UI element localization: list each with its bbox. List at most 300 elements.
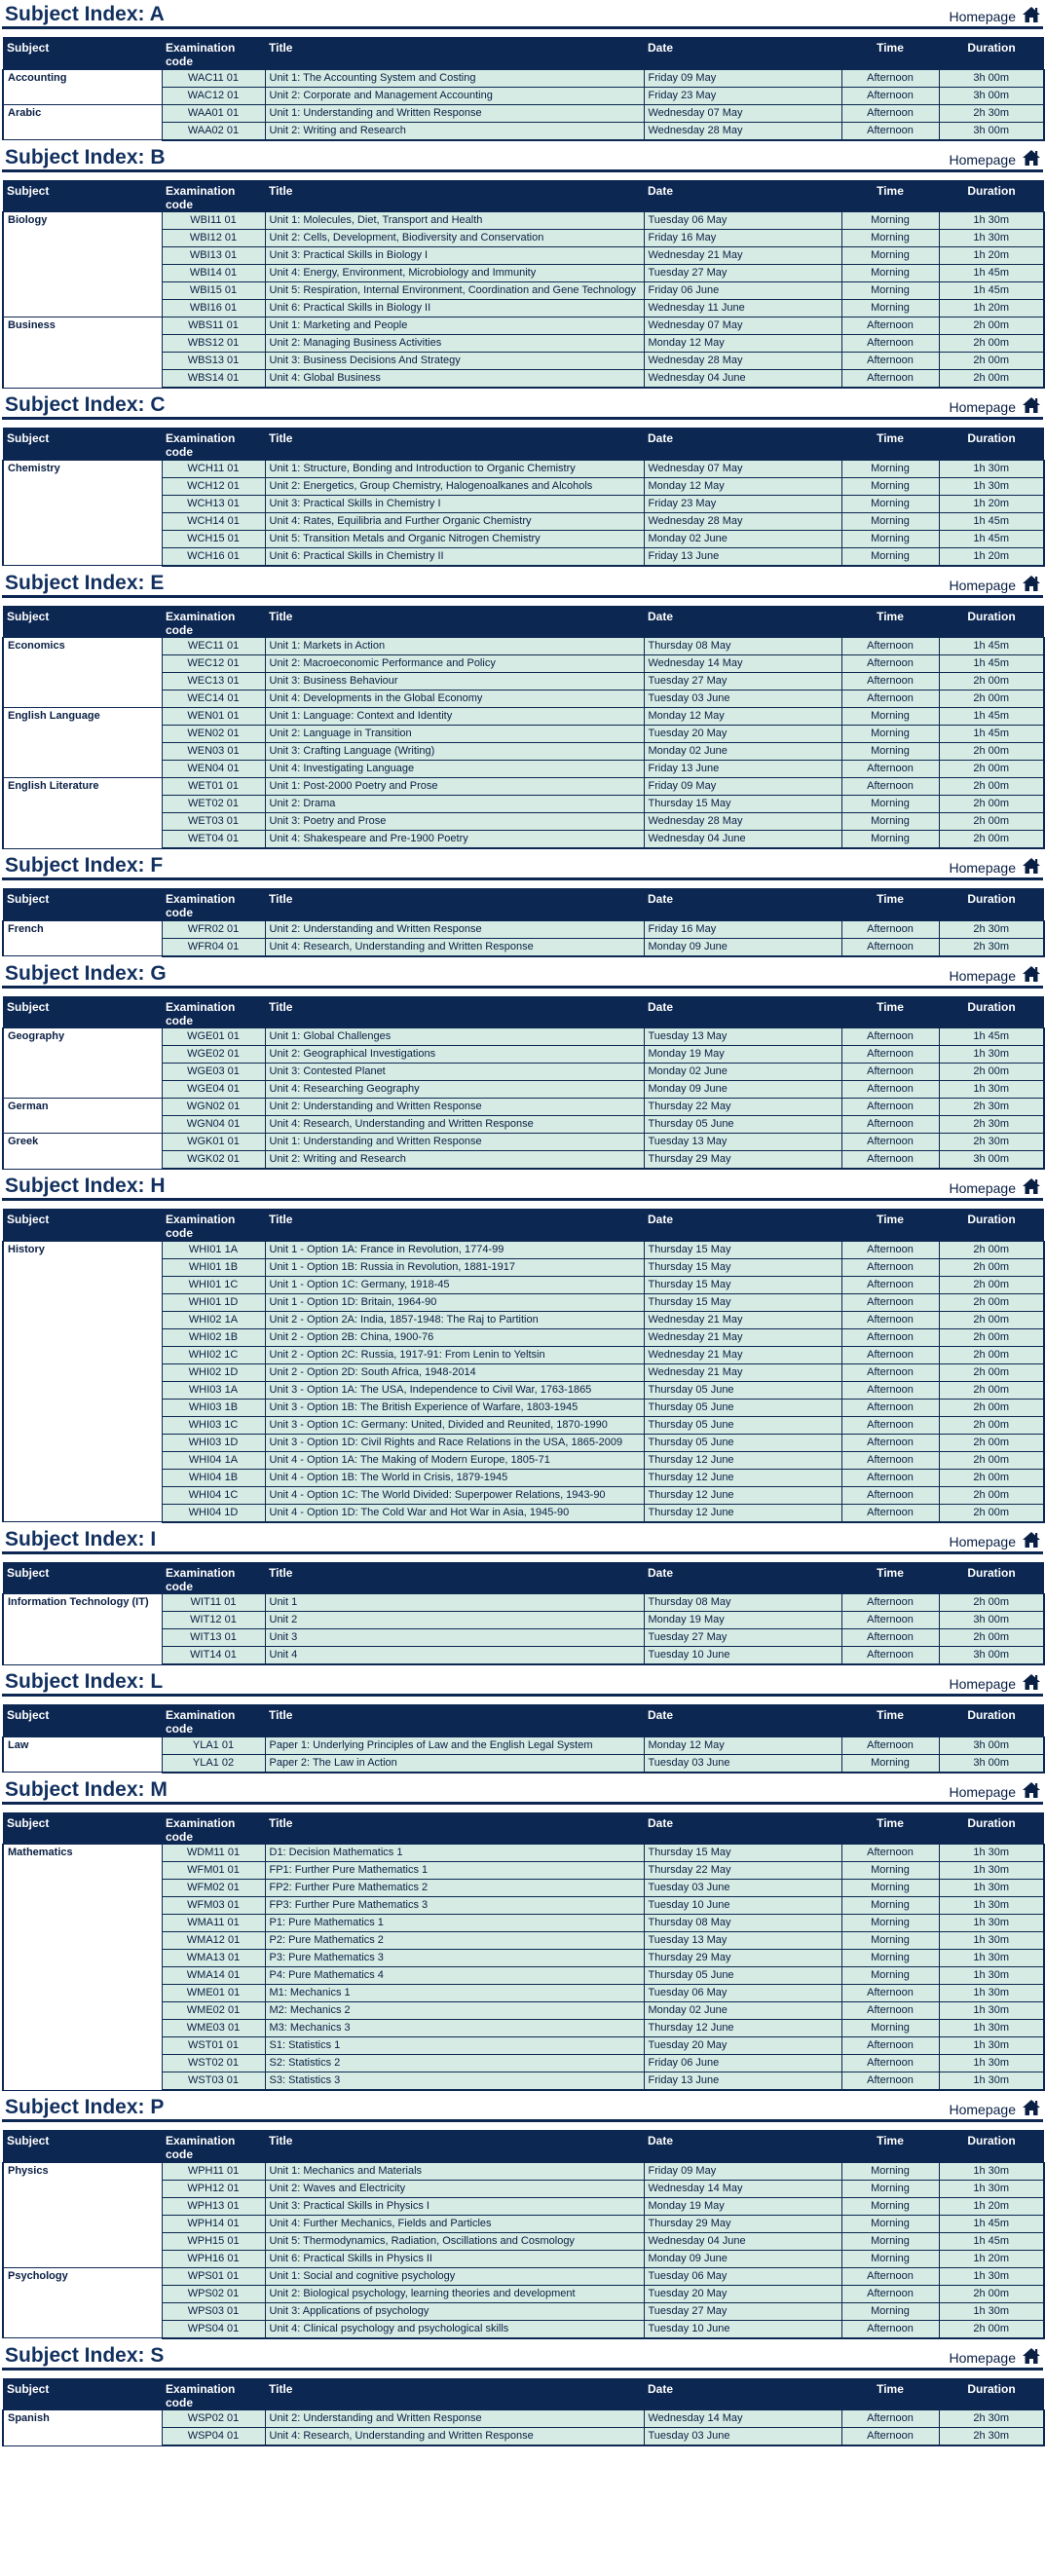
exam-date: Thursday 15 May — [644, 1241, 841, 1258]
subject-name: Mathematics — [3, 1845, 162, 2091]
exam-title: Unit 1: Understanding and Written Response — [265, 1134, 644, 1151]
header-subject: Subject — [7, 1815, 50, 1830]
exam-duration: 2h 00m — [939, 1486, 1044, 1504]
exam-time: Afternoon — [841, 1381, 939, 1399]
header-title: Title — [269, 1213, 293, 1226]
exam-date: Tuesday 03 June — [644, 691, 841, 708]
exam-title: Unit 2 - Option 2A: India, 1857-1948: The Raj to Partition — [265, 1311, 644, 1328]
header-date: Date — [648, 2134, 674, 2147]
exam-code: WHI01 1D — [162, 1293, 265, 1311]
exam-time: Afternoon — [841, 1293, 939, 1311]
exam-date: Monday 12 May — [644, 335, 841, 353]
home-icon[interactable] — [1022, 1673, 1041, 1691]
exam-time: Morning — [841, 1862, 939, 1880]
homepage-link[interactable]: Homepage — [949, 1180, 1016, 1196]
section-header — [2, 959, 1043, 990]
header-duration: Duration — [967, 999, 1016, 1014]
home-icon[interactable] — [1022, 2099, 1041, 2116]
exam-time: Morning — [841, 2180, 939, 2197]
exam-code: WPS01 01 — [162, 2267, 265, 2285]
exam-date: Tuesday 13 May — [644, 1932, 841, 1950]
header-duration: Duration — [967, 1708, 1016, 1722]
exam-title: Unit 3: Crafting Language (Writing) — [265, 743, 644, 761]
exam-date: Tuesday 03 June — [644, 2428, 841, 2446]
exam-code: WHI02 1B — [162, 1328, 265, 1346]
exam-duration: 1h 30m — [939, 2162, 1044, 2180]
exam-date: Monday 12 May — [644, 1736, 841, 1754]
exam-date: Tuesday 06 May — [644, 212, 841, 230]
home-icon[interactable] — [1022, 2347, 1041, 2365]
homepage-link[interactable]: Homepage — [949, 399, 1016, 415]
subject-name: History — [3, 1241, 162, 1522]
subject-section — [2, 1172, 1043, 1525]
exam-code: WGN02 01 — [162, 1099, 265, 1116]
exam-title: Unit 6: Practical Skills in Physics II — [265, 2250, 644, 2267]
header-exam-code: Examination code — [166, 999, 236, 1027]
exam-title: Unit 1: Markets in Action — [265, 638, 644, 655]
header-date: Date — [648, 999, 674, 1014]
home-icon[interactable] — [1022, 1781, 1041, 1799]
exam-code: WCH15 01 — [162, 530, 265, 547]
exam-title: Unit 1: Post-2000 Poetry and Prose — [265, 778, 644, 796]
subject-name: Arabic — [3, 104, 162, 140]
exam-table — [2, 2130, 1045, 2339]
header-time: Time — [877, 1708, 904, 1722]
exam-code: WBI14 01 — [162, 265, 265, 282]
exam-duration: 1h 45m — [939, 282, 1044, 300]
header-title: Title — [269, 431, 293, 445]
exam-code: WGE04 01 — [162, 1081, 265, 1099]
exam-date: Wednesday 28 May — [644, 122, 841, 140]
exam-title: Unit 2: Understanding and Written Response — [265, 1099, 644, 1116]
exam-code: WGN04 01 — [162, 1116, 265, 1134]
exam-time: Morning — [841, 2197, 939, 2215]
exam-title: FP1: Further Pure Mathematics 1 — [265, 1862, 644, 1880]
exam-title: Unit 1 - Option 1D: Britain, 1964-90 — [265, 1293, 644, 1311]
header-subject: Subject — [7, 609, 50, 623]
table-row — [3, 1099, 1044, 1116]
header-date: Date — [648, 1565, 674, 1580]
exam-code: WEC12 01 — [162, 655, 265, 673]
exam-table — [2, 1562, 1045, 1666]
exam-date: Monday 02 June — [644, 743, 841, 761]
header-date: Date — [648, 1213, 674, 1226]
exam-date: Thursday 15 May — [644, 1258, 841, 1276]
homepage-link[interactable]: Homepage — [949, 2102, 1016, 2117]
section-header — [2, 851, 1043, 882]
exam-time: Morning — [841, 708, 939, 726]
exam-time: Afternoon — [841, 87, 939, 104]
exam-title: Unit 2 - Option 2D: South Africa, 1948-2014 — [265, 1363, 644, 1381]
home-icon[interactable] — [1022, 149, 1041, 167]
exam-code: WDM11 01 — [162, 1845, 265, 1862]
exam-time: Afternoon — [841, 1434, 939, 1451]
exam-time: Afternoon — [841, 1064, 939, 1081]
header-exam-code: Examination code — [166, 609, 236, 637]
subject-name: English Literature — [3, 778, 162, 849]
exam-code: WFR04 01 — [162, 938, 265, 956]
exam-code: WBS13 01 — [162, 353, 265, 370]
subject-name: Chemistry — [3, 460, 162, 566]
exam-time: Afternoon — [841, 1099, 939, 1116]
exam-date: Thursday 22 May — [644, 1862, 841, 1880]
exam-time: Afternoon — [841, 2428, 939, 2446]
table-row — [3, 920, 1044, 938]
exam-duration: 2h 00m — [939, 743, 1044, 761]
exam-duration: 1h 30m — [939, 230, 1044, 247]
header-exam-code: Examination code — [166, 1815, 236, 1844]
exam-code: WFR02 01 — [162, 920, 265, 938]
homepage-link[interactable]: Homepage — [949, 860, 1016, 876]
exam-title: Unit 3: Applications of psychology — [265, 2302, 644, 2320]
exam-duration: 1h 20m — [939, 2250, 1044, 2267]
exam-duration: 2h 30m — [939, 104, 1044, 122]
table-header-row — [3, 1812, 1044, 1845]
exam-date: Tuesday 20 May — [644, 2037, 841, 2055]
table-header-row — [3, 1562, 1044, 1594]
header-time: Time — [877, 2134, 904, 2147]
home-icon[interactable] — [1022, 396, 1041, 414]
exam-code: WET02 01 — [162, 796, 265, 813]
exam-title: Unit 4: Research, Understanding and Written Response — [265, 1116, 644, 1134]
exam-code: WGK01 01 — [162, 1134, 265, 1151]
section-divider — [2, 26, 1043, 29]
header-duration: Duration — [967, 892, 1016, 906]
home-icon[interactable] — [1022, 965, 1041, 983]
exam-title: Unit 3: Contested Planet — [265, 1064, 644, 1081]
subject-index-document — [2, 0, 1043, 2448]
exam-date: Wednesday 21 May — [644, 1311, 841, 1328]
header-title: Title — [269, 1708, 293, 1722]
exam-time: Afternoon — [841, 104, 939, 122]
subject-name: German — [3, 1099, 162, 1134]
header-subject: Subject — [7, 999, 50, 1014]
homepage-link[interactable]: Homepage — [949, 2349, 1016, 2366]
exam-duration: 2h 00m — [939, 1594, 1044, 1612]
exam-code: WMA12 01 — [162, 1932, 265, 1950]
exam-title: Unit 2: Language in Transition — [265, 726, 644, 743]
exam-code: WHI04 1A — [162, 1451, 265, 1469]
exam-title: S1: Statistics 1 — [265, 2037, 644, 2055]
exam-time: Afternoon — [841, 1028, 939, 1046]
home-icon[interactable] — [1022, 6, 1041, 23]
table-row — [3, 708, 1044, 726]
exam-time: Afternoon — [841, 1612, 939, 1629]
exam-title: Unit 2: Writing and Research — [265, 122, 644, 140]
exam-title: FP2: Further Pure Mathematics 2 — [265, 1880, 644, 1897]
home-icon[interactable] — [1022, 575, 1041, 592]
exam-date: Tuesday 13 May — [644, 1028, 841, 1046]
exam-time: Afternoon — [841, 1399, 939, 1416]
header-title: Title — [269, 2134, 293, 2147]
exam-date: Tuesday 10 June — [644, 2320, 841, 2338]
section-header — [2, 1667, 1043, 1699]
homepage-link[interactable]: Homepage — [949, 151, 1016, 168]
exam-duration: 2h 00m — [939, 1399, 1044, 1416]
header-title: Title — [269, 999, 293, 1014]
exam-title: Unit 4: Developments in the Global Economy — [265, 691, 644, 708]
exam-time: Afternoon — [841, 938, 939, 956]
exam-duration: 2h 00m — [939, 778, 1044, 796]
exam-code: WEC14 01 — [162, 691, 265, 708]
exam-date: Thursday 29 May — [644, 1950, 841, 1967]
table-row — [3, 69, 1044, 87]
exam-duration: 2h 00m — [939, 1258, 1044, 1276]
section-header — [2, 569, 1043, 600]
exam-code: WFM02 01 — [162, 1880, 265, 1897]
subject-name: French — [3, 920, 162, 956]
exam-duration: 2h 00m — [939, 1346, 1044, 1363]
exam-time: Afternoon — [841, 1328, 939, 1346]
exam-duration: 3h 00m — [939, 1647, 1044, 1665]
exam-date: Thursday 22 May — [644, 1099, 841, 1116]
exam-time: Morning — [841, 265, 939, 282]
header-duration: Duration — [967, 609, 1016, 623]
exam-title: Unit 1: Understanding and Written Response — [265, 104, 644, 122]
exam-duration: 1h 30m — [939, 460, 1044, 477]
header-exam-code: Examination code — [166, 183, 236, 211]
exam-time: Afternoon — [841, 1504, 939, 1522]
table-header-row — [3, 888, 1044, 920]
exam-date: Monday 02 June — [644, 2002, 841, 2020]
exam-code: WCH12 01 — [162, 477, 265, 495]
exam-code: WHI03 1B — [162, 1399, 265, 1416]
exam-title: P4: Pure Mathematics 4 — [265, 1967, 644, 1985]
subject-section — [2, 1775, 1043, 2094]
exam-code: WST01 01 — [162, 2037, 265, 2055]
exam-title: Paper 1: Underlying Principles of Law and the English Legal System — [265, 1736, 644, 1754]
exam-code: WME01 01 — [162, 1985, 265, 2002]
exam-title: Unit 4: Further Mechanics, Fields and Particles — [265, 2215, 644, 2232]
exam-code: WHI04 1B — [162, 1469, 265, 1486]
exam-duration: 3h 00m — [939, 1151, 1044, 1170]
exam-title: Unit 4: Energy, Environment, Microbiology and Immunity — [265, 265, 644, 282]
exam-time: Morning — [841, 512, 939, 530]
exam-duration: 2h 00m — [939, 370, 1044, 389]
exam-code: WHI02 1A — [162, 1311, 265, 1328]
exam-date: Monday 12 May — [644, 477, 841, 495]
table-row — [3, 1134, 1044, 1151]
exam-duration: 1h 30m — [939, 212, 1044, 230]
exam-title: Unit 1: Molecules, Diet, Transport and Health — [265, 212, 644, 230]
exam-duration: 2h 00m — [939, 335, 1044, 353]
exam-code: WBI13 01 — [162, 247, 265, 265]
homepage-link[interactable]: Homepage — [949, 9, 1016, 24]
table-header-row — [3, 428, 1044, 460]
exam-time: Morning — [841, 212, 939, 230]
header-subject: Subject — [7, 2134, 50, 2147]
exam-date: Friday 09 May — [644, 2162, 841, 2180]
exam-date: Wednesday 07 May — [644, 104, 841, 122]
exam-title: Unit 4: Investigating Language — [265, 761, 644, 778]
exam-duration: 3h 00m — [939, 69, 1044, 87]
section-divider — [2, 1802, 1043, 1805]
subject-section — [2, 1667, 1043, 1775]
exam-time: Afternoon — [841, 122, 939, 140]
homepage-link[interactable]: Homepage — [949, 967, 1016, 984]
exam-time: Afternoon — [841, 1311, 939, 1328]
exam-duration: 2h 00m — [939, 353, 1044, 370]
section-title: Subject Index: I — [5, 1527, 157, 1550]
exam-date: Thursday 05 June — [644, 1416, 841, 1434]
subject-section — [2, 569, 1043, 852]
header-duration: Duration — [967, 1213, 1016, 1226]
header-time: Time — [877, 999, 904, 1014]
exam-date: Thursday 05 June — [644, 1381, 841, 1399]
exam-code: WHI03 1D — [162, 1434, 265, 1451]
exam-code: WGE02 01 — [162, 1046, 265, 1064]
header-time: Time — [877, 431, 904, 445]
exam-date: Friday 23 May — [644, 87, 841, 104]
exam-date: Thursday 12 June — [644, 1469, 841, 1486]
exam-title: Paper 2: The Law in Action — [265, 1754, 644, 1773]
exam-title: Unit 2 — [265, 1612, 644, 1629]
exam-date: Friday 16 May — [644, 920, 841, 938]
exam-table — [2, 1704, 1045, 1773]
exam-code: WCH13 01 — [162, 495, 265, 512]
homepage-link[interactable]: Homepage — [949, 1783, 1016, 1800]
exam-date: Wednesday 14 May — [644, 655, 841, 673]
home-icon[interactable] — [1022, 1531, 1041, 1549]
exam-title: Unit 2: Drama — [265, 796, 644, 813]
section-divider — [2, 2368, 1043, 2371]
exam-duration: 2h 30m — [939, 2428, 1044, 2446]
section-divider — [2, 1694, 1043, 1697]
exam-duration: 1h 30m — [939, 2002, 1044, 2020]
exam-time: Afternoon — [841, 655, 939, 673]
exam-duration: 3h 00m — [939, 1754, 1044, 1773]
exam-duration: 1h 30m — [939, 477, 1044, 495]
exam-time: Morning — [841, 1880, 939, 1897]
exam-date: Wednesday 07 May — [644, 460, 841, 477]
header-title: Title — [269, 41, 293, 55]
exam-title: Unit 4 - Option 1D: The Cold War and Hot War in Asia, 1945-90 — [265, 1504, 644, 1522]
home-icon[interactable] — [1022, 1177, 1041, 1195]
header-duration: Duration — [967, 431, 1016, 445]
header-date: Date — [648, 892, 674, 906]
exam-date: Tuesday 27 May — [644, 265, 841, 282]
exam-duration: 2h 00m — [939, 1363, 1044, 1381]
section-header — [2, 0, 1043, 31]
exam-title: Unit 6: Practical Skills in Chemistry II — [265, 547, 644, 566]
exam-table — [2, 606, 1045, 850]
exam-time: Morning — [841, 796, 939, 813]
exam-duration: 1h 45m — [939, 655, 1044, 673]
homepage-link[interactable]: Homepage — [949, 577, 1016, 593]
table-row — [3, 2267, 1044, 2285]
exam-title: Unit 6: Practical Skills in Biology II — [265, 300, 644, 317]
exam-title: Unit 2: Understanding and Written Response — [265, 2410, 644, 2428]
exam-title: Unit 2: Writing and Research — [265, 1151, 644, 1170]
homepage-link[interactable]: Homepage — [949, 1676, 1016, 1692]
exam-code: WAA01 01 — [162, 104, 265, 122]
exam-title: Unit 2: Energetics, Group Chemistry, Halogenoalkanes and Alcohols — [265, 477, 644, 495]
exam-code: WCH14 01 — [162, 512, 265, 530]
section-divider — [2, 877, 1043, 880]
exam-time: Afternoon — [841, 1258, 939, 1276]
exam-title: Unit 4: Global Business — [265, 370, 644, 389]
table-header-row — [3, 37, 1044, 69]
exam-code: WHI02 1D — [162, 1363, 265, 1381]
exam-title: Unit 2: Geographical Investigations — [265, 1046, 644, 1064]
exam-code: WPH16 01 — [162, 2250, 265, 2267]
exam-code: WHI03 1A — [162, 1381, 265, 1399]
exam-code: WFM03 01 — [162, 1897, 265, 1915]
exam-date: Thursday 12 June — [644, 2020, 841, 2037]
exam-date: Thursday 12 June — [644, 1504, 841, 1522]
home-icon[interactable] — [1022, 857, 1041, 875]
exam-date: Tuesday 10 June — [644, 1897, 841, 1915]
exam-time: Afternoon — [841, 1845, 939, 1862]
exam-date: Wednesday 04 June — [644, 2232, 841, 2250]
header-duration: Duration — [967, 1815, 1016, 1830]
exam-title: M3: Mechanics 3 — [265, 2020, 644, 2037]
exam-time: Afternoon — [841, 1134, 939, 1151]
exam-time: Afternoon — [841, 761, 939, 778]
exam-date: Friday 09 May — [644, 69, 841, 87]
section-title: Subject Index: F — [5, 854, 164, 877]
exam-time: Morning — [841, 1950, 939, 1967]
exam-code: WAC12 01 — [162, 87, 265, 104]
exam-time: Morning — [841, 247, 939, 265]
header-exam-code: Examination code — [166, 1213, 236, 1240]
exam-duration: 2h 00m — [939, 2285, 1044, 2302]
table-row — [3, 1594, 1044, 1612]
exam-time: Afternoon — [841, 2037, 939, 2055]
exam-title: Unit 3 — [265, 1629, 644, 1647]
exam-code: WBS14 01 — [162, 370, 265, 389]
section-header — [2, 2341, 1043, 2372]
exam-time: Afternoon — [841, 1486, 939, 1504]
section-title: Subject Index: B — [5, 145, 166, 168]
subject-section — [2, 0, 1043, 143]
exam-title: Unit 1 - Option 1C: Germany, 1918-45 — [265, 1276, 644, 1293]
exam-duration: 1h 30m — [939, 1880, 1044, 1897]
header-duration: Duration — [967, 41, 1016, 55]
exam-time: Afternoon — [841, 2320, 939, 2338]
table-header-row — [3, 1704, 1044, 1736]
section-header — [2, 391, 1043, 422]
exam-time: Morning — [841, 1897, 939, 1915]
exam-date: Thursday 08 May — [644, 638, 841, 655]
homepage-link[interactable]: Homepage — [949, 1533, 1016, 1549]
exam-code: WPS04 01 — [162, 2320, 265, 2338]
section-divider — [2, 595, 1043, 598]
exam-code: WPH15 01 — [162, 2232, 265, 2250]
exam-code: WMA11 01 — [162, 1915, 265, 1932]
subject-name: Geography — [3, 1028, 162, 1099]
exam-code: WHI04 1D — [162, 1504, 265, 1522]
header-date: Date — [648, 183, 674, 198]
exam-title: Unit 2: Biological psychology, learning theories and development — [265, 2285, 644, 2302]
exam-duration: 1h 45m — [939, 530, 1044, 547]
exam-code: YLA1 02 — [162, 1754, 265, 1773]
exam-date: Wednesday 28 May — [644, 813, 841, 831]
exam-time: Afternoon — [841, 1081, 939, 1099]
exam-time: Afternoon — [841, 1116, 939, 1134]
exam-duration: 2h 30m — [939, 938, 1044, 956]
exam-duration: 1h 20m — [939, 247, 1044, 265]
subject-name: Accounting — [3, 69, 162, 104]
header-date: Date — [648, 2381, 674, 2396]
exam-code: WEN02 01 — [162, 726, 265, 743]
exam-title: Unit 3: Business Decisions And Strategy — [265, 353, 644, 370]
exam-date: Thursday 15 May — [644, 1276, 841, 1293]
exam-time: Afternoon — [841, 2285, 939, 2302]
exam-duration: 2h 00m — [939, 317, 1044, 335]
exam-title: M2: Mechanics 2 — [265, 2002, 644, 2020]
section-divider — [2, 417, 1043, 420]
